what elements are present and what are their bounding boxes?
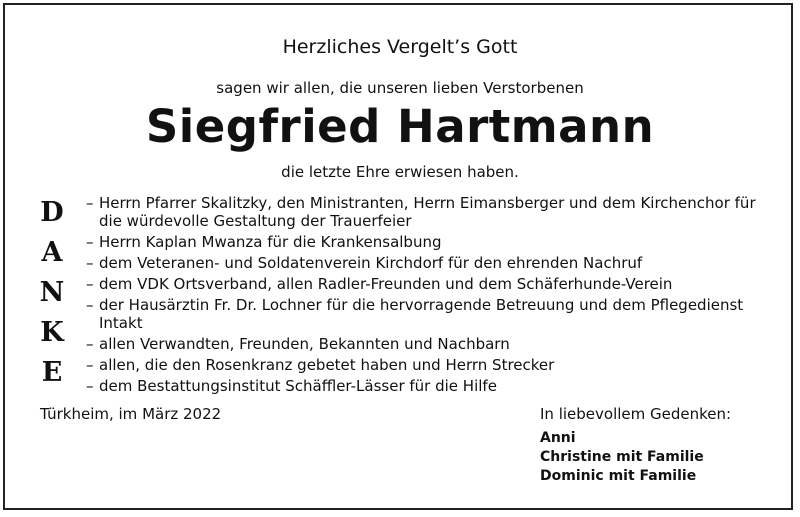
signer-name: Anni [540,430,576,446]
thanks-list [86,194,766,398]
danke-letter: N [39,277,65,308]
thanks-text: allen Verwandten, Freunden, Bekannten und Nachbarn [99,335,510,353]
list-item [86,296,766,332]
thanks-text: der Hausärztin Fr. Dr. Lochner für die hervorragende Betreuung und dem Pflegedienst Intakt [99,296,744,332]
signer-name: Dominic mit Familie [540,468,697,484]
list-item [86,377,766,395]
greeting-heading: Herzliches Vergelt’s Gott [282,36,518,58]
closing-text: die letzte Ehre erwiesen haben. [281,163,519,181]
danke-vertical-word [36,193,68,393]
dash-bullet: – [86,356,94,374]
dash-bullet: – [86,233,94,251]
dash-bullet: – [86,275,94,293]
thanks-text: Herrn Kaplan Mwanza für die Krankensalbung [99,233,442,251]
thanks-text: allen, die den Rosenkranz gebetet haben und Herrn Strecker [99,356,555,374]
list-item [86,233,766,251]
list-item [86,254,766,272]
place-date: Türkheim, im März 2022 [40,405,222,423]
dash-bullet: – [86,377,94,395]
signer-name: Christine mit Familie [540,449,704,465]
danke-letter: D [40,197,64,228]
thanks-text: Herrn Pfarrer Skalitzky, den Ministranten, Herrn Eimansberger und dem Kirchenchor für die würdevolle Gestaltung der Trauerfeier [99,194,756,230]
danke-letter: K [40,317,64,348]
memory-label: In liebevollem Gedenken: [540,405,732,423]
dash-bullet: – [86,296,94,314]
intro-text: sagen wir allen, die unseren lieben Verstorbenen [216,79,584,97]
list-item [86,356,766,374]
thanks-text: dem VDK Ortsverband, allen Radler-Freunden und dem Schäferhunde-Verein [99,275,673,293]
dash-bullet: – [86,254,94,272]
list-item [86,275,766,293]
list-item [86,335,766,353]
danke-letter: E [41,357,63,388]
signers-list [540,429,704,486]
dash-bullet: – [86,194,94,212]
thanks-text: dem Bestattungsinstitut Schäffler-Lässer für die Hilfe [99,377,497,395]
danke-letter: A [41,237,63,268]
thanks-text: dem Veteranen- und Soldatenverein Kirchdorf für den ehrenden Nachruf [99,254,643,272]
deceased-name: Siegfried Hartmann [145,100,655,153]
dash-bullet: – [86,335,94,353]
list-item [86,194,766,230]
